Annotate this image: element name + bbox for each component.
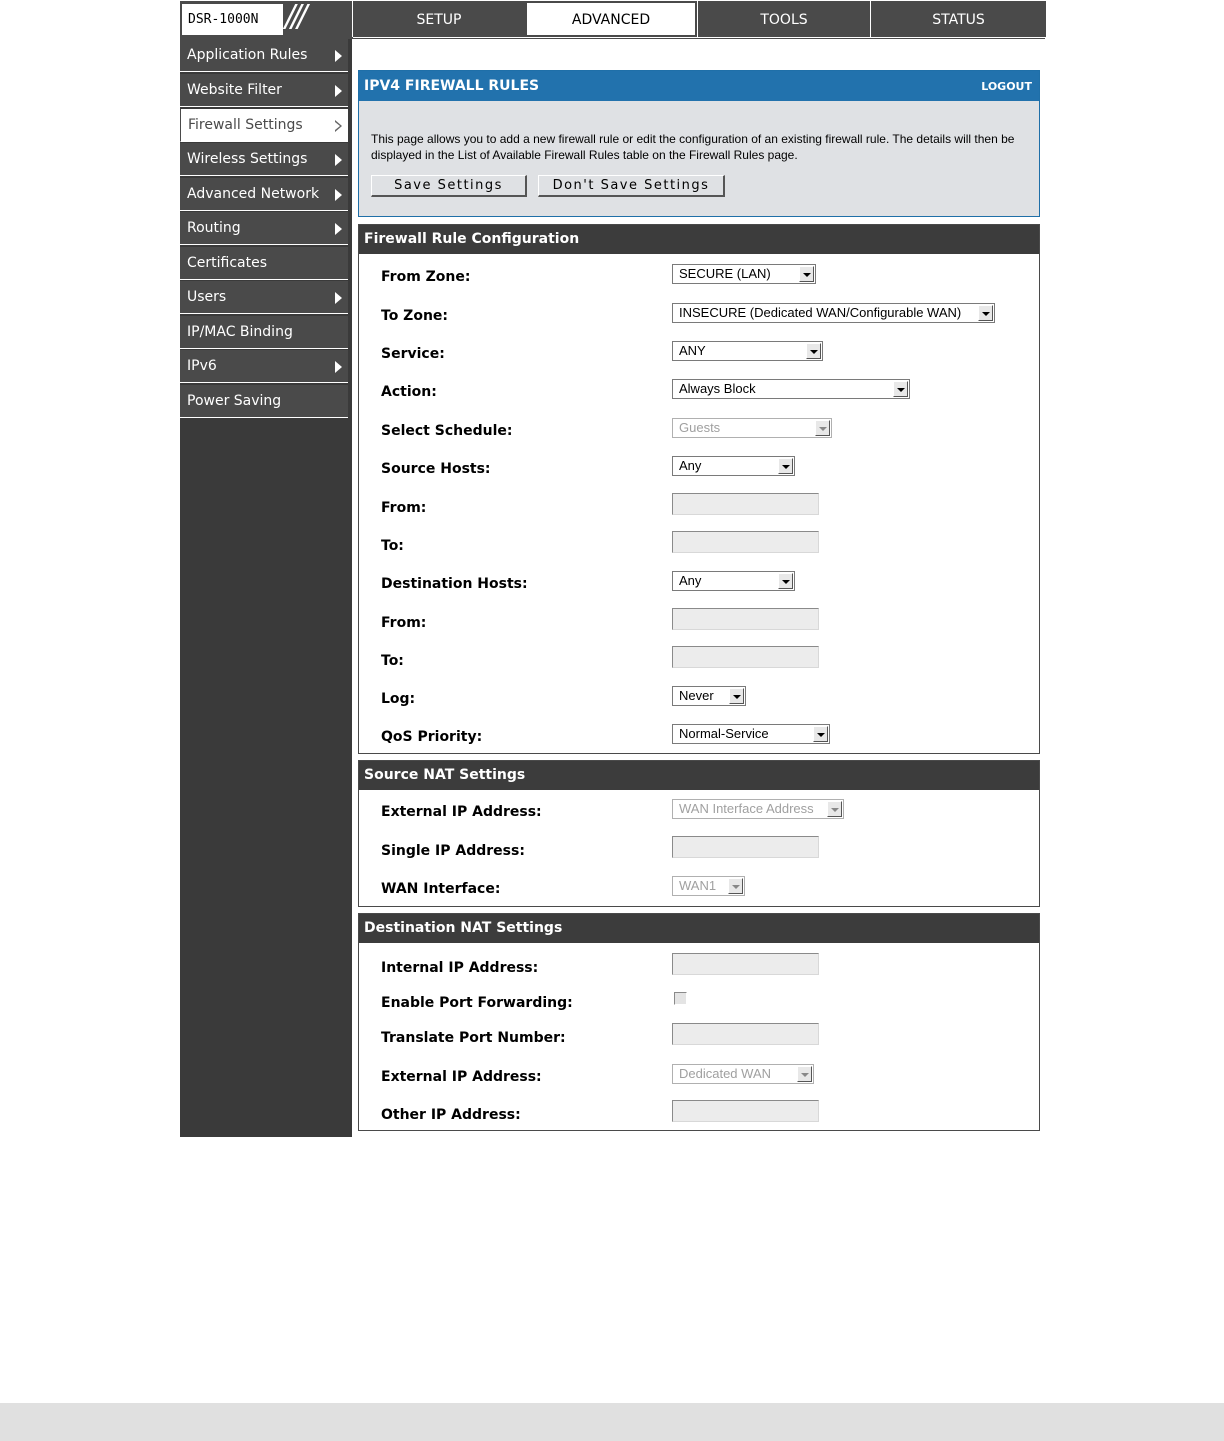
sidebar-item-label: Firewall Settings xyxy=(188,117,303,133)
destination-nat-section xyxy=(358,913,1040,1131)
chevron-right-icon xyxy=(335,223,342,235)
form-row-action xyxy=(359,377,1039,407)
tab-status[interactable]: STATUS xyxy=(870,1,1046,37)
page-header-panel xyxy=(358,70,1040,217)
source-to-input xyxy=(672,531,819,553)
form-row-snat-external-ip xyxy=(359,797,1039,827)
dropdown-arrow-icon xyxy=(728,878,743,894)
to-zone-select[interactable] xyxy=(672,303,995,323)
form-row-source-from xyxy=(359,493,1039,523)
form-row-service xyxy=(359,339,1039,369)
form-row-wan-interface xyxy=(359,874,1039,904)
form-row-schedule xyxy=(359,416,1039,446)
page-header-bar xyxy=(359,71,1039,101)
chevron-right-outline-icon xyxy=(335,120,342,132)
dropdown-arrow-icon[interactable] xyxy=(806,343,821,359)
internal-ip-input xyxy=(672,953,819,975)
translate-port-label: Translate Port Number: xyxy=(381,1030,566,1046)
source-hosts-value: Any xyxy=(679,458,702,473)
action-label: Action: xyxy=(381,384,437,400)
dropdown-arrow-icon xyxy=(797,1066,812,1082)
schedule-label: Select Schedule: xyxy=(381,423,513,439)
internal-ip-label: Internal IP Address: xyxy=(381,960,539,976)
to-zone-value: INSECURE (Dedicated WAN/Configurable WAN) xyxy=(679,305,962,320)
sidebar-item-label: Users xyxy=(187,289,227,305)
chevron-right-icon xyxy=(335,361,342,373)
source-from-label: From: xyxy=(381,500,427,516)
action-select[interactable] xyxy=(672,379,910,399)
dnat-external-ip-select xyxy=(672,1064,814,1084)
sidebar-item-routing[interactable] xyxy=(180,212,348,245)
page-title: IPV4 FIREWALL RULES xyxy=(364,78,540,94)
sidebar-item-label: Website Filter xyxy=(187,82,282,98)
sidebar-item-application-rules[interactable] xyxy=(180,39,348,72)
dropdown-arrow-icon[interactable] xyxy=(778,573,793,589)
sidebar-item-ip-mac-binding[interactable] xyxy=(180,316,348,349)
service-label: Service: xyxy=(381,346,445,362)
chevron-right-icon xyxy=(335,292,342,304)
single-ip-label: Single IP Address: xyxy=(381,843,525,859)
log-select[interactable] xyxy=(672,686,746,706)
snat-external-ip-value: WAN Interface Address xyxy=(679,801,814,816)
source-hosts-label: Source Hosts: xyxy=(381,461,491,477)
page-footer-band xyxy=(0,1403,1224,1441)
form-row-source-to xyxy=(359,531,1039,561)
top-navigation xyxy=(180,1,1045,39)
tab-tools[interactable]: TOOLS xyxy=(697,1,870,37)
port-forwarding-checkbox xyxy=(674,992,687,1005)
log-label: Log: xyxy=(381,691,416,707)
nav-divider xyxy=(351,38,1045,39)
form-row-dnat-external-ip xyxy=(359,1062,1039,1092)
dnat-external-ip-label: External IP Address: xyxy=(381,1069,542,1085)
dest-to-input xyxy=(672,646,819,668)
save-settings-button[interactable]: Save Settings xyxy=(371,175,527,197)
other-ip-label: Other IP Address: xyxy=(381,1107,521,1123)
brand-slashes-icon: /// xyxy=(285,0,304,34)
section-title: Source NAT Settings xyxy=(359,761,1039,790)
sidebar-item-advanced-network[interactable] xyxy=(180,178,348,211)
service-select[interactable] xyxy=(672,341,823,361)
single-ip-input xyxy=(672,836,819,858)
sidebar xyxy=(180,39,352,1137)
dont-save-settings-button[interactable]: Don't Save Settings xyxy=(538,175,725,197)
snat-external-ip-select xyxy=(672,799,844,819)
form-row-from-zone xyxy=(359,262,1039,292)
sidebar-item-label: IP/MAC Binding xyxy=(187,324,293,340)
sidebar-item-label: Wireless Settings xyxy=(187,151,308,167)
source-hosts-select[interactable] xyxy=(672,456,795,476)
source-from-input xyxy=(672,493,819,515)
form-row-qos-priority xyxy=(359,722,1039,752)
schedule-value: Guests xyxy=(679,420,721,435)
section-title: Firewall Rule Configuration xyxy=(359,225,1039,254)
form-row-port-forwarding xyxy=(359,988,1039,1018)
from-zone-value: SECURE (LAN) xyxy=(679,266,771,281)
sidebar-item-label: Power Saving xyxy=(187,393,282,409)
form-row-dest-from xyxy=(359,608,1039,638)
dropdown-arrow-icon[interactable] xyxy=(978,305,993,321)
sidebar-item-website-filter[interactable] xyxy=(180,74,348,107)
sidebar-item-wireless-settings[interactable] xyxy=(180,143,348,176)
sidebar-item-ipv6[interactable] xyxy=(180,350,348,383)
form-row-to-zone xyxy=(359,301,1039,331)
dropdown-arrow-icon xyxy=(827,801,842,817)
form-row-other-ip xyxy=(359,1100,1039,1130)
sidebar-item-firewall-settings[interactable] xyxy=(180,109,348,142)
form-row-single-ip xyxy=(359,836,1039,866)
qos-priority-value: Normal-Service xyxy=(679,726,769,741)
from-zone-label: From Zone: xyxy=(381,269,471,285)
source-nat-section xyxy=(358,760,1040,907)
page-description: This page allows you to add a new firewall rule or edit the configuration of an existing firewall rule. The details will then be displayed in the List of Available Firewall Rules table on the Firewall Rules page. xyxy=(371,132,1015,162)
other-ip-input xyxy=(672,1100,819,1122)
form-row-translate-port xyxy=(359,1023,1039,1053)
sidebar-item-label: Certificates xyxy=(187,255,268,271)
destination-hosts-value: Any xyxy=(679,573,702,588)
brand-logo xyxy=(180,1,353,39)
port-forwarding-label: Enable Port Forwarding: xyxy=(381,995,573,1011)
destination-hosts-label: Destination Hosts: xyxy=(381,576,528,592)
sidebar-item-label: Routing xyxy=(187,220,241,236)
log-value: Never xyxy=(679,688,714,703)
chevron-right-icon xyxy=(335,50,342,62)
source-to-label: To: xyxy=(381,538,404,554)
dnat-external-ip-value: Dedicated WAN xyxy=(679,1066,771,1081)
wan-interface-select xyxy=(672,876,745,896)
chevron-right-icon xyxy=(335,189,342,201)
sidebar-item-users[interactable] xyxy=(180,281,348,314)
chevron-right-icon xyxy=(335,154,342,166)
sidebar-item-label: IPv6 xyxy=(187,358,217,374)
sidebar-item-label: Application Rules xyxy=(187,47,308,63)
chevron-right-icon xyxy=(335,85,342,97)
sidebar-item-power-saving[interactable] xyxy=(180,385,348,418)
firewall-rule-config-section xyxy=(358,224,1040,754)
dropdown-arrow-icon[interactable] xyxy=(778,458,793,474)
tab-advanced[interactable]: ADVANCED xyxy=(525,1,697,37)
dest-from-input xyxy=(672,608,819,630)
dropdown-arrow-icon[interactable] xyxy=(799,266,814,282)
qos-priority-label: QoS Priority: xyxy=(381,729,483,745)
form-row-log xyxy=(359,684,1039,714)
section-title: Destination NAT Settings xyxy=(359,914,1039,943)
brand-model-name: DSR-1000N xyxy=(188,12,259,27)
action-value: Always Block xyxy=(679,381,756,396)
logout-link[interactable]: LOGOUT xyxy=(981,80,1032,93)
dest-from-label: From: xyxy=(381,615,427,631)
wan-interface-label: WAN Interface: xyxy=(381,881,501,897)
form-row-dest-to xyxy=(359,646,1039,676)
form-row-internal-ip xyxy=(359,953,1039,983)
tab-setup[interactable]: SETUP xyxy=(352,1,525,37)
form-row-source-hosts xyxy=(359,454,1039,484)
snat-external-ip-label: External IP Address: xyxy=(381,804,542,820)
to-zone-label: To Zone: xyxy=(381,308,449,324)
form-row-destination-hosts xyxy=(359,569,1039,599)
dest-to-label: To: xyxy=(381,653,404,669)
wan-interface-value: WAN1 xyxy=(679,878,717,893)
dropdown-arrow-icon[interactable] xyxy=(893,381,908,397)
schedule-select xyxy=(672,418,832,438)
dropdown-arrow-icon xyxy=(815,420,830,436)
from-zone-select[interactable] xyxy=(672,264,816,284)
translate-port-input xyxy=(672,1023,819,1045)
service-value: ANY xyxy=(679,343,706,358)
sidebar-item-label: Advanced Network xyxy=(187,186,320,202)
dropdown-arrow-icon[interactable] xyxy=(729,688,744,704)
destination-hosts-select[interactable] xyxy=(672,571,795,591)
dropdown-arrow-icon[interactable] xyxy=(813,726,828,742)
sidebar-item-certificates[interactable] xyxy=(180,247,348,280)
qos-priority-select[interactable] xyxy=(672,724,830,744)
